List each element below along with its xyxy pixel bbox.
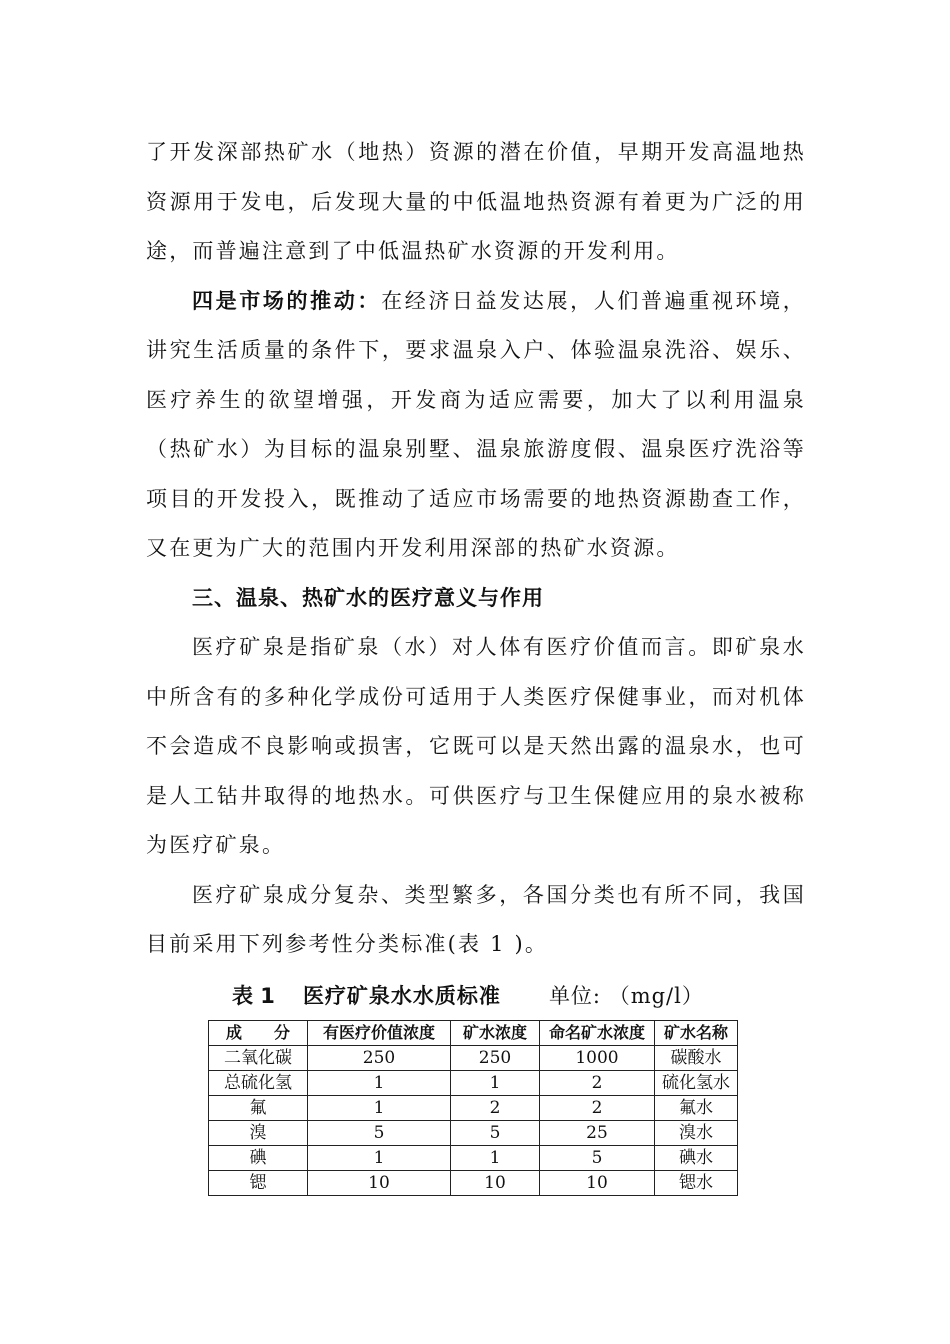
table-cell: 锶 [209, 1171, 308, 1196]
table-caption-title: 医疗矿泉水水质标准 [302, 983, 501, 1008]
table-cell: 1 [451, 1071, 540, 1096]
table-caption-number: 表 1 [232, 983, 275, 1008]
table-cell: 二氧化碳 [209, 1046, 308, 1071]
table-cell: 10 [308, 1171, 451, 1196]
header-component: 成 分 [209, 1021, 308, 1046]
header-mineral-concentration: 矿水浓度 [451, 1021, 540, 1046]
paragraph-2-lead: 四是市场的推动： [192, 288, 382, 313]
table-cell: 5 [308, 1121, 451, 1146]
table-cell: 氟水 [655, 1096, 738, 1121]
paragraph-3: 医疗矿泉是指矿泉（水）对人体有医疗价值而言。即矿泉水中所含有的多种化学成份可适用于人类医疗保健事业，而对机体不会造成不良影响或损害，它既可以是天然出露的温泉水，也可是人工钻井取得的地热水。可供医疗与卫生保健应用的泉水被称为医疗矿泉。 [146, 635, 806, 857]
table-row [209, 1121, 738, 1146]
paragraph-2 [146, 277, 806, 574]
table-cell: 碘 [209, 1146, 308, 1171]
table-cell: 250 [451, 1046, 540, 1071]
table-cell: 碘水 [655, 1146, 738, 1171]
table-cell: 2 [540, 1071, 655, 1096]
paragraph-4: 医疗矿泉成分复杂、类型繁多，各国分类也有所不同，我国目前采用下列参考性分类标准(表 1 )。 [146, 882, 806, 956]
header-medical-concentration: 有医疗价值浓度 [308, 1021, 451, 1046]
table-cell: 溴水 [655, 1121, 738, 1146]
table-cell: 总硫化氢 [209, 1071, 308, 1096]
table-cell: 2 [451, 1096, 540, 1121]
table-cell: 1 [308, 1071, 451, 1096]
section-heading: 三、温泉、热矿水的医疗意义与作用 [192, 585, 544, 610]
table-cell: 硫化氢水 [655, 1071, 738, 1096]
table-row [209, 1046, 738, 1071]
table-row [209, 1096, 738, 1121]
table-row [209, 1071, 738, 1096]
paragraph-2-body: 在经济日益发达展，人们普遍重视环境，讲究生活质量的条件下，要求温泉入户、体验温泉洗浴、娱乐、医疗养生的欲望增强，开发商为适应需要，加大了以利用温泉（热矿水）为目标的温泉别墅、温泉旅游度假、温泉医疗洗浴等项目的开发投入，既推动了适应市场需要的地热资源勘查工作，又在更为广大的范围内开发利用深部的热矿水资源。 [146, 288, 806, 560]
table-cell: 氟 [209, 1096, 308, 1121]
table-cell: 溴 [209, 1121, 308, 1146]
table-cell: 1000 [540, 1046, 655, 1071]
document-body [146, 128, 806, 1018]
table-cell: 1 [451, 1146, 540, 1171]
table-cell: 5 [540, 1146, 655, 1171]
table-cell: 1 [308, 1096, 451, 1121]
table-row [209, 1171, 738, 1196]
table-cell: 10 [451, 1171, 540, 1196]
table-cell: 10 [540, 1171, 655, 1196]
table-cell: 5 [451, 1121, 540, 1146]
table-cell: 1 [308, 1146, 451, 1171]
table-cell: 2 [540, 1096, 655, 1121]
table-caption-unit: 单位: （mg/l） [548, 983, 704, 1008]
paragraph-1: 了开发深部热矿水（地热）资源的潜在价值，早期开发高温地热资源用于发电，后发现大量的中低温地热资源有着更为广泛的用途，而普遍注意到了中低温热矿水资源的开发利用。 [146, 140, 806, 263]
water-quality-table [208, 1020, 738, 1196]
header-water-name: 矿水名称 [655, 1021, 738, 1046]
table-cell: 锶水 [655, 1171, 738, 1196]
table-cell: 碳酸水 [655, 1046, 738, 1071]
table-header-row [209, 1021, 738, 1046]
header-naming-concentration: 命名矿水浓度 [540, 1021, 655, 1046]
table-caption [146, 974, 806, 1018]
table-row [209, 1146, 738, 1171]
table-cell: 25 [540, 1121, 655, 1146]
table-cell: 250 [308, 1046, 451, 1071]
